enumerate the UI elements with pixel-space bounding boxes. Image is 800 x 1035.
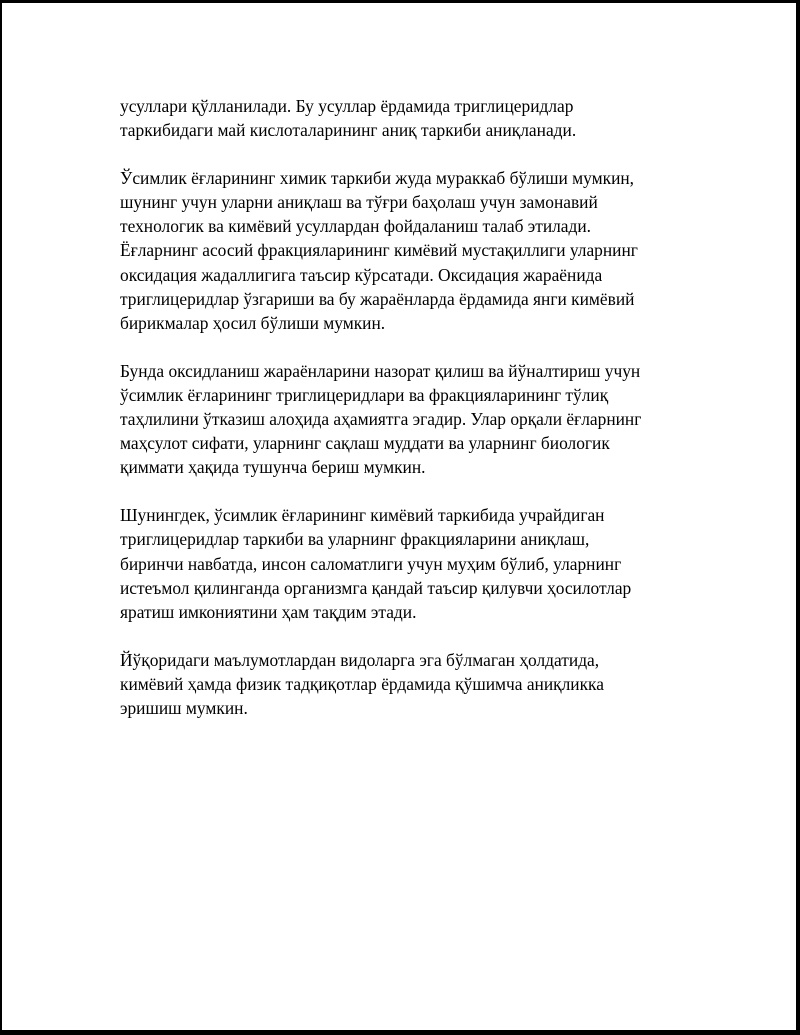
text-line: Ёғларнинг асосий фракцияларининг кимёвий мустақиллиги уларнинг [120, 240, 638, 261]
text-line: триглицеридлар ўзгариши ва бу жараёнларда ёрдамида янги кимёвий [120, 288, 635, 309]
text-line: эришиш мумкин. [120, 697, 248, 718]
paragraph-1 [120, 94, 710, 142]
text-line: Шунингдек, ўсимлик ёғларининг кимёвий таркибида учрайдиган [120, 505, 605, 526]
text-line: Бунда оксидланиш жараёнларини назорат қилиш ва йўналтириш учун [120, 360, 641, 381]
text-line: биринчи навбатда, инсон саломатлиги учун муҳим бўлиб, уларнинг [120, 553, 622, 574]
paragraph-3 [120, 359, 710, 479]
paragraph-4 [120, 503, 710, 623]
paragraph-2 [120, 166, 710, 335]
text-line: технологик ва кимёвий усуллардан фойдаланиш талаб этилади. [120, 216, 592, 237]
text-line: яратиш имкониятини ҳам тақдим этади. [120, 601, 417, 622]
text-line: қиммати ҳақида тушунча бериш мумкин. [120, 457, 426, 478]
paragraph-5 [120, 648, 710, 720]
text-line: бирикмалар ҳосил бўлиши мумкин. [120, 312, 386, 333]
text-line: Ўсимлик ёғларининг химик таркиби жуда мураккаб бўлиши мумкин, [120, 168, 635, 189]
text-line: оксидация жадаллигига таъсир кўрсатади. Оксидация жараёнида [120, 264, 603, 285]
document-body [120, 94, 710, 744]
text-line: истеъмол қилинганда организмга қандай таъсир қилувчи ҳосилотлар [120, 577, 632, 598]
text-line: ўсимлик ёғларининг триглицеридлари ва фракцияларининг тўлиқ [120, 384, 609, 405]
text-line: таркибидаги май кислоталарининг аниқ таркиби аниқланади. [120, 120, 577, 141]
text-line: таҳлилини ўтказиш алоҳида аҳамиятга эгадир. Улар орқали ёғларнинг [120, 409, 642, 430]
text-line: усуллари қўлланилади. Бу усуллар ёрдамида триглицеридлар [120, 96, 574, 116]
text-line: шунинг учун уларни аниқлаш ва тўғри баҳолаш учун замонавий [120, 192, 598, 213]
text-line: триглицеридлар таркиби ва уларнинг фракцияларини аниқлаш, [120, 529, 590, 550]
text-line: Йўқоридаги маълумотлардан видоларга эга бўлмаган ҳолдатида, [120, 649, 600, 670]
text-line: маҳсулот сифати, уларнинг сақлаш муддати ва уларнинг биологик [120, 433, 610, 454]
text-line: кимёвий ҳамда физик тадқиқотлар ёрдамида қўшимча аниқликка [120, 673, 604, 694]
